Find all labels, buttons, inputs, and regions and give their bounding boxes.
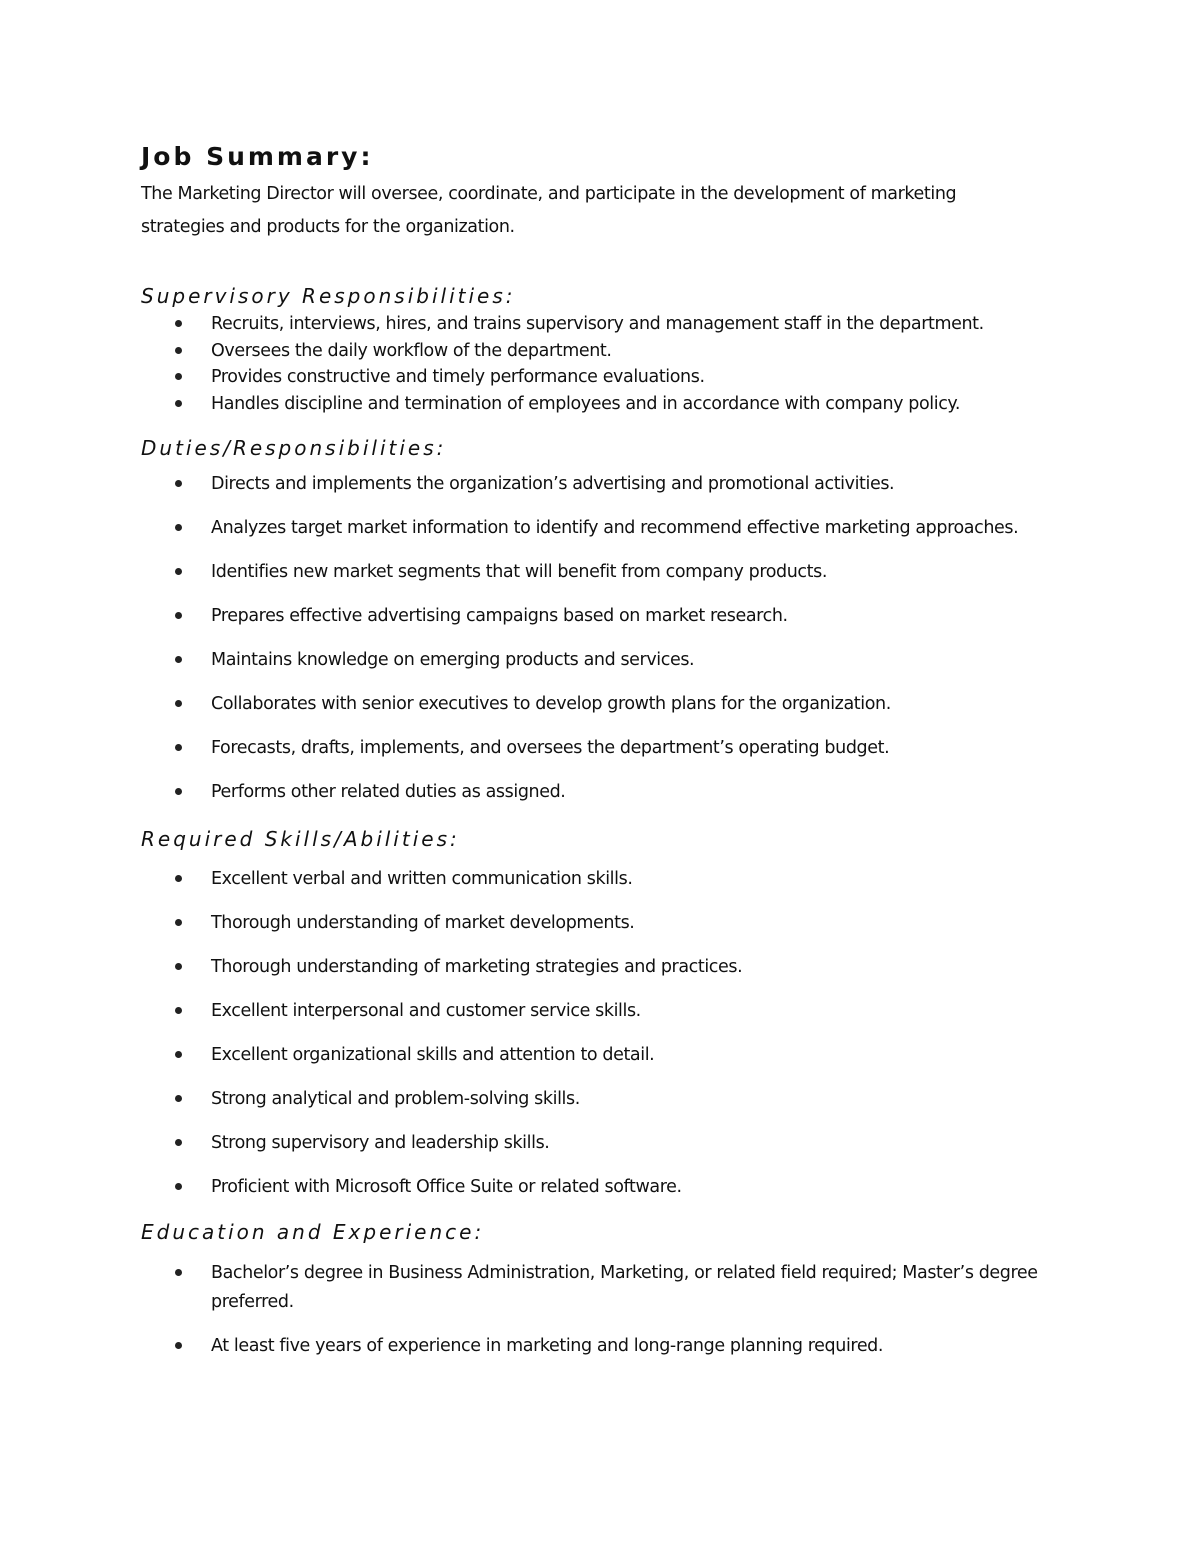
- skills-list: [141, 868, 1061, 1220]
- list-item-text: Proficient with Microsoft Office Suite or related software.: [211, 1177, 682, 1197]
- bullet-icon: [175, 1095, 182, 1102]
- bullet-icon: [175, 524, 182, 531]
- list-item-text: Strong analytical and problem-solving skills.: [211, 1089, 580, 1109]
- bullet-icon: [175, 1051, 182, 1058]
- list-item: [141, 517, 1061, 561]
- bullet-icon: [175, 612, 182, 619]
- list-item-text: Performs other related duties as assigned.: [211, 782, 566, 802]
- list-item: [141, 912, 1061, 956]
- list-item-text: Maintains knowledge on emerging products and services.: [211, 650, 695, 670]
- list-item-text: Handles discipline and termination of employees and in accordance with company policy.: [211, 393, 961, 414]
- list-item-text: Directs and implements the organization’s advertising and promotional activities.: [211, 474, 895, 494]
- bullet-icon: [175, 875, 182, 882]
- list-item: [141, 868, 1061, 912]
- list-item-text: Excellent interpersonal and customer service skills.: [211, 1001, 641, 1021]
- bullet-icon: [175, 480, 182, 487]
- list-item: [141, 1259, 1061, 1317]
- bullet-icon: [175, 788, 182, 795]
- bullet-icon: [175, 373, 182, 380]
- bullet-icon: [175, 744, 182, 751]
- job-summary-text: The Marketing Director will oversee, coordinate, and participate in the development of marketing strategies and products for the organization.: [141, 184, 957, 237]
- bullet-icon: [175, 1342, 182, 1349]
- education-heading: Education and Experience:: [141, 1220, 485, 1244]
- bullet-icon: [175, 963, 182, 970]
- list-item: [141, 561, 1061, 605]
- list-item-text: Analyzes target market information to identify and recommend effective marketing approaches.: [211, 518, 1019, 538]
- list-item: [141, 366, 1061, 393]
- job-summary-heading: Job Summary:: [141, 142, 374, 171]
- list-item-text: Thorough understanding of marketing strategies and practices.: [211, 957, 743, 977]
- bullet-icon: [175, 400, 182, 407]
- bullet-icon: [175, 1007, 182, 1014]
- list-item: [141, 605, 1061, 649]
- bullet-icon: [175, 347, 182, 354]
- list-item-text: Excellent verbal and written communication skills.: [211, 869, 633, 889]
- list-item: [141, 1132, 1061, 1176]
- list-item: [141, 313, 1061, 340]
- bullet-icon: [175, 1183, 182, 1190]
- list-item: [141, 956, 1061, 1000]
- list-item-text: Bachelor’s degree in Business Administration, Marketing, or related field required; Master’s degree preferred.: [211, 1263, 1038, 1312]
- bullet-icon: [175, 1139, 182, 1146]
- list-item: [141, 737, 1061, 781]
- list-item-text: Oversees the daily workflow of the department.: [211, 340, 612, 361]
- bullet-icon: [175, 1269, 182, 1276]
- bullet-icon: [175, 919, 182, 926]
- bullet-icon: [175, 700, 182, 707]
- list-item: [141, 473, 1061, 517]
- list-item: [141, 649, 1061, 693]
- list-item: [141, 781, 1061, 825]
- bullet-icon: [175, 320, 182, 327]
- list-item-text: At least five years of experience in marketing and long-range planning required.: [211, 1336, 884, 1356]
- list-item-text: Identifies new market segments that will benefit from company products.: [211, 562, 827, 582]
- education-list: [141, 1259, 1061, 1376]
- list-item: [141, 393, 1061, 420]
- list-item-text: Recruits, interviews, hires, and trains supervisory and management staff in the department.: [211, 314, 984, 334]
- list-item-text: Thorough understanding of market developments.: [211, 913, 635, 933]
- list-item: [141, 693, 1061, 737]
- list-item-text: Excellent organizational skills and attention to detail.: [211, 1045, 655, 1065]
- skills-heading: Required Skills/Abilities:: [141, 827, 460, 851]
- bullet-icon: [175, 568, 182, 575]
- list-item-text: Provides constructive and timely performance evaluations.: [211, 367, 705, 387]
- supervisory-heading: Supervisory Responsibilities:: [141, 284, 516, 308]
- list-item: [141, 1332, 1061, 1361]
- list-item-text: Forecasts, drafts, implements, and oversees the department’s operating budget.: [211, 738, 890, 758]
- list-item: [141, 1044, 1061, 1088]
- list-item-text: Strong supervisory and leadership skills.: [211, 1133, 550, 1153]
- list-item-text: Prepares effective advertising campaigns based on market research.: [211, 606, 788, 626]
- duties-list: [141, 473, 1061, 825]
- list-item: [141, 1176, 1061, 1220]
- duties-heading: Duties/Responsibilities:: [141, 436, 447, 460]
- list-item: [141, 340, 1061, 367]
- list-item: [141, 1000, 1061, 1044]
- supervisory-list: [141, 313, 1061, 419]
- list-item: [141, 1088, 1061, 1132]
- list-item-text: Collaborates with senior executives to develop growth plans for the organization.: [211, 694, 891, 714]
- bullet-icon: [175, 656, 182, 663]
